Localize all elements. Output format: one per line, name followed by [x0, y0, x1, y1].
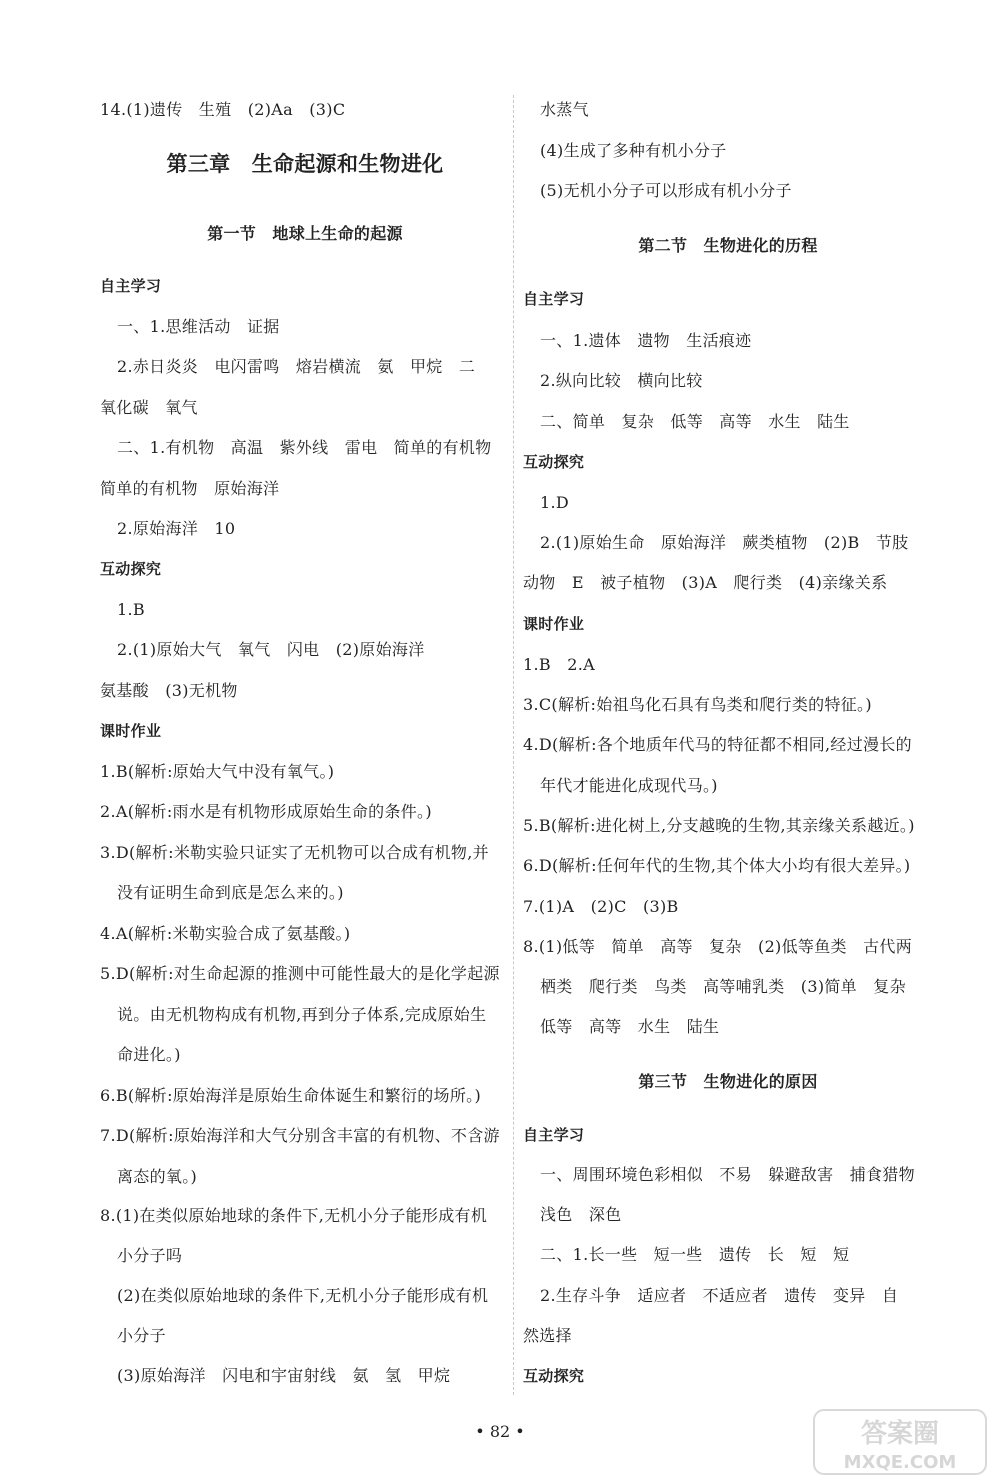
answer-line: 2.生存斗争 适应者 不适应者 遗传 变异 自 [540, 1286, 899, 1305]
answer-line: 然选择 [523, 1326, 572, 1345]
answer-line: 1.D [540, 493, 569, 512]
answer-line: 6.D(解析:任何年代的生物,其个体大小均有很大差异。) [523, 856, 911, 875]
subsection-heading: 互动探究 [523, 1367, 585, 1385]
answer-line: 离态的氧。) [117, 1167, 198, 1186]
answer-line: (2)在类似原始地球的条件下,无机小分子能形成有机 [117, 1286, 489, 1305]
answer-line: 2.原始海洋 10 [117, 519, 236, 538]
section-title: 第二节 生物进化的历程 [638, 236, 818, 255]
answer-line: 水蒸气 [540, 100, 589, 119]
watermark-logo [810, 1406, 990, 1478]
answer-line: 5.B(解析:进化树上,分支越晚的生物,其亲缘关系越近。) [523, 816, 915, 835]
watermark-domain: MXQE.COM [843, 1452, 957, 1473]
answer-line: 栖类 爬行类 鸟类 高等哺乳类 (3)简单 复杂 [540, 977, 906, 996]
section-title: 第一节 地球上生命的起源 [207, 224, 403, 243]
answer-line: 8.(1)低等 简单 高等 复杂 (2)低等鱼类 古代两 [523, 937, 912, 956]
watermark-graphic [810, 1406, 990, 1478]
page-number: • 82 • [475, 1422, 525, 1441]
answer-line: 2.(1)原始生命 原始海洋 蕨类植物 (2)B 节肢 [540, 533, 909, 552]
answer-line: 二、1.长一些 短一些 遗传 长 短 短 [540, 1245, 850, 1264]
chapter-title: 第三章 生命起源和生物进化 [166, 152, 444, 176]
answer-line: 动物 E 被子植物 (3)A 爬行类 (4)亲缘关系 [523, 573, 888, 592]
answer-line: 年代才能进化成现代马。) [540, 776, 718, 795]
subsection-heading: 课时作业 [523, 615, 585, 633]
answer-line: 说。由无机物构成有机物,再到分子体系,完成原始生 [117, 1005, 487, 1024]
answer-line: 2.A(解析:雨水是有机物形成原始生命的条件。) [100, 802, 432, 821]
answer-line: 小分子吗 [117, 1246, 183, 1265]
answer-line: 1.B(解析:原始大气中没有氧气。) [100, 762, 335, 781]
answer-line: 5.D(解析:对生命起源的推测中可能性最大的是化学起源 [100, 964, 500, 983]
answer-line: 2.(1)原始大气 氧气 闪电 (2)原始海洋 [117, 640, 425, 659]
answer-line: 氨基酸 (3)无机物 [100, 681, 238, 700]
answer-line: 氧化碳 氧气 [100, 398, 198, 417]
answer-line: 一、1.思维活动 证据 [117, 317, 280, 336]
answer-line: (5)无机小分子可以形成有机小分子 [540, 181, 792, 200]
answer-line: 3.C(解析:始祖鸟化石具有鸟类和爬行类的特征。) [523, 695, 872, 714]
answer-line: 命进化。) [117, 1045, 181, 1064]
subsection-heading: 自主学习 [100, 277, 162, 295]
answer-line: (4)生成了多种有机小分子 [540, 141, 727, 160]
answer-line: 简单的有机物 原始海洋 [100, 479, 280, 498]
answer-line: 一、周围环境色彩相似 不易 躲避敌害 捕食猎物 [540, 1165, 915, 1184]
answer-line: 一、1.遗体 遗物 生活痕迹 [540, 331, 752, 350]
column-divider [513, 95, 514, 1395]
subsection-heading: 互动探究 [100, 560, 162, 578]
answer-line: 2.赤日炎炎 电闪雷鸣 熔岩横流 氨 甲烷 二 [117, 357, 476, 376]
answer-line: 8.(1)在类似原始地球的条件下,无机小分子能形成有机 [100, 1206, 488, 1225]
answer-line: 6.B(解析:原始海洋是原始生命体诞生和繁衍的场所。) [100, 1086, 481, 1105]
answer-line: 浅色 深色 [540, 1205, 622, 1224]
watermark-title: 答案圈 [860, 1419, 940, 1449]
answer-line: 7.(1)A (2)C (3)B [523, 897, 679, 916]
answer-line: (3)原始海洋 闪电和宇宙射线 氨 氢 甲烷 [117, 1366, 451, 1385]
subsection-heading: 自主学习 [523, 290, 585, 308]
section-title: 第三节 生物进化的原因 [638, 1072, 818, 1091]
answer-line: 1.B [117, 600, 145, 619]
answer-line: 小分子 [117, 1326, 166, 1345]
subsection-heading: 自主学习 [523, 1126, 585, 1144]
answer-line: 4.A(解析:米勒实验合成了氨基酸。) [100, 924, 351, 943]
answer-line: 2.纵向比较 横向比较 [540, 371, 703, 390]
answer-line: 二、1.有机物 高温 紫外线 雷电 简单的有机物 [117, 438, 492, 457]
answer-line: 14.(1)遗传 生殖 (2)Aa (3)C [100, 100, 346, 119]
answer-line: 4.D(解析:各个地质年代马的特征都不相同,经过漫长的 [523, 735, 912, 754]
answer-line: 低等 高等 水生 陆生 [540, 1017, 720, 1036]
answer-line: 没有证明生命到底是怎么来的。) [117, 883, 344, 902]
subsection-heading: 课时作业 [100, 722, 162, 740]
subsection-heading: 互动探究 [523, 453, 585, 471]
answer-line: 二、简单 复杂 低等 高等 水生 陆生 [540, 412, 850, 431]
answer-line: 7.D(解析:原始海洋和大气分别含丰富的有机物、不含游 [100, 1126, 500, 1145]
answer-line: 1.B 2.A [523, 655, 595, 674]
answer-line: 3.D(解析:米勒实验只证实了无机物可以合成有机物,并 [100, 843, 489, 862]
